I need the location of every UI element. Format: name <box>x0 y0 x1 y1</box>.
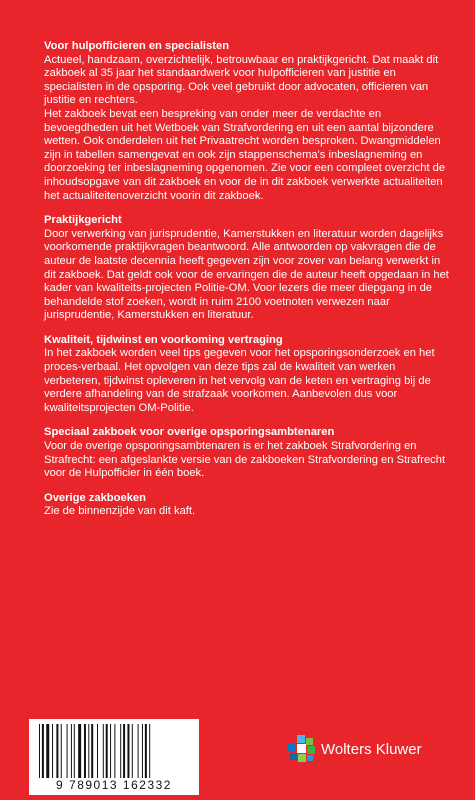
wolters-kluwer-logo-icon <box>288 735 316 763</box>
section-speciaal-zakboek <box>44 426 449 480</box>
barcode-bar <box>149 724 150 778</box>
section-overige-zakboeken <box>44 492 449 519</box>
isbn-barcode <box>29 719 199 795</box>
section-hulpofficieren <box>44 40 449 203</box>
barcode-bar <box>52 724 53 778</box>
section-heading: Overige zakboeken <box>44 491 146 504</box>
section-heading: Speciaal zakboek voor overige opsporingsambtenaren <box>44 426 335 439</box>
barcode-bar <box>39 724 40 778</box>
barcode-bar <box>67 724 68 778</box>
barcode-bar <box>106 724 108 778</box>
barcode-bar <box>103 724 104 778</box>
barcode-bar <box>110 724 111 778</box>
section-paragraph: In het zakboek worden veel tips gegeven voor het opsporingsonderzoek en het proces-verbaal. Het opvolgen van deze tips zal de kwaliteit van werken verbeteren, tijdwinst opleveren in het vervolg van de keten en vertraging bij de verdere afhandeling van de strafzaak voorkomen. Aanbevolen dus voor kwaliteitsprojecten OM-Politie. <box>44 347 435 414</box>
barcode-bar <box>142 724 143 778</box>
section-paragraph: Voor de overige opsporingsambtenaren is er het zakboek Strafvordering en Strafrecht: een afgeslankte versie van de zakboeken Strafvordering en Strafrecht voor de Hulpofficier in één boek. <box>44 440 446 480</box>
section-paragraph: Zie de binnenzijde van dit kaft. <box>44 505 196 518</box>
section-praktijkgericht <box>44 214 449 323</box>
barcode-bar <box>120 724 121 778</box>
barcode-bars <box>39 724 189 778</box>
barcode-bar <box>88 724 89 778</box>
barcode-bar <box>138 724 139 778</box>
barcode-bar <box>46 724 49 778</box>
section-paragraph: Door verwerking van jurisprudentie, Kamerstukken en literatuur worden dagelijks voorkomende praktijkvragen beantwoord. Alle antwoorden op vakvragen die de auteur de laatste decennia heeft gegeven zijn voor zover van belang verwerkt in dit zakboek. Dat geldt ook voor de ervaringen die de auteur heeft opgedaan in het kader van kwaliteits-projecten Politie-OM. Voor lezers die meer diepgang in de behandelde stof zoeken, wordt in ruim 2100 voetnoten verwezen naar jurisprudentie, Kamerstukken en literatuur. <box>44 227 449 322</box>
barcode-bar <box>61 724 62 778</box>
section-heading: Kwaliteit, tijdwinst en voorkoming vertraging <box>44 333 283 346</box>
barcode-bar <box>145 724 147 778</box>
isbn-number: 9 789013 162332 <box>56 778 172 792</box>
publisher-logo <box>288 734 463 764</box>
section-heading: Praktijkgericht <box>44 214 122 227</box>
barcode-bar <box>132 724 133 778</box>
section-heading: Voor hulpofficieren en specialisten <box>44 40 230 52</box>
barcode-bar <box>71 724 72 778</box>
barcode-bar <box>78 724 81 778</box>
cover-footer <box>0 710 475 800</box>
back-cover-text <box>44 40 449 530</box>
barcode-bar <box>42 724 44 778</box>
barcode-bar <box>97 724 98 778</box>
section-paragraph: Het zakboek bevat een bespreking van onder meer de verdachte en bevoegdheden uit het Wetboek van Strafvordering en uit een aantal bijzondere wetten. Ook onderdelen uit het Privaatrecht worden besproken. Dwangmiddelen zijn in tabellen samengevat en ook zijn stappenschema's inbeslagneming en doorzoeking ter inbeslagneming opgenomen. Zie voor een compleet overzicht de inhoudsopgave van dit zakboek en voor de in dit zakboek verwerkte actualiteiten het actualiteitenoverzicht voorin dit zakboek. <box>44 107 446 202</box>
barcode-bar <box>56 724 58 778</box>
barcode-bar <box>123 724 125 778</box>
barcode-bar <box>74 724 75 778</box>
barcode-bar <box>84 724 86 778</box>
barcode-bar <box>91 724 93 778</box>
section-paragraph: Actueel, handzaam, overzichtelijk, betrouwbaar en praktijkgericht. Dat maakt dit zakboek al 35 jaar het standaardwerk voor hulpofficieren van justitie en specialisten in de opsporing. Ook veel gebruikt door advocaten, officieren van justitie en rechters. <box>44 53 439 107</box>
section-kwaliteit <box>44 334 449 416</box>
barcode-bar <box>114 724 115 778</box>
barcode-bar <box>127 724 129 778</box>
publisher-name: Wolters Kluwer <box>321 740 422 758</box>
